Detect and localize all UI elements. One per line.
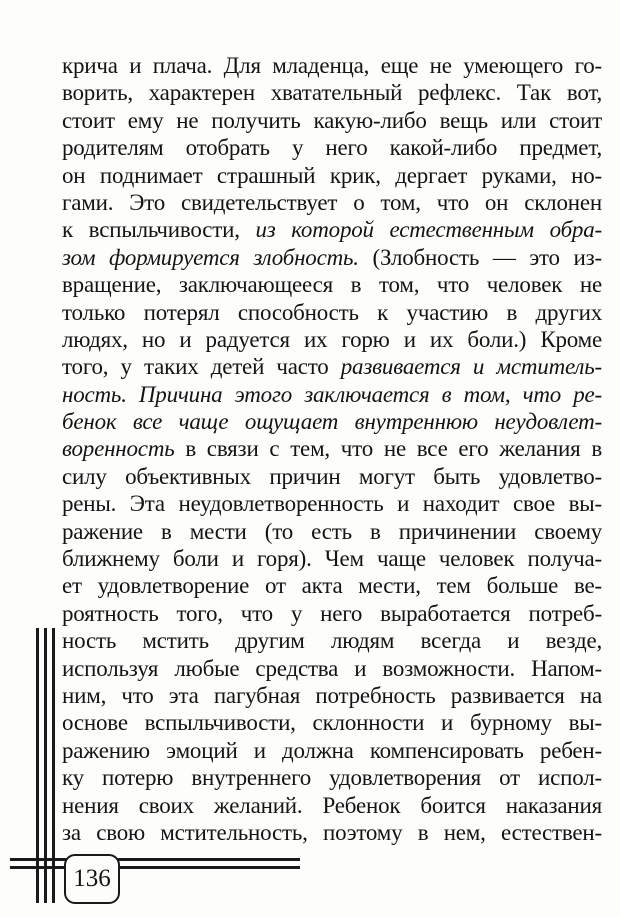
text-line — [62, 353, 602, 380]
text-line — [62, 162, 602, 189]
text-line — [62, 518, 602, 545]
text-segment: ность мстить другим людям всегда и везде, — [62, 628, 602, 654]
text-line — [62, 709, 602, 736]
body-text — [62, 52, 602, 846]
text-line — [62, 572, 602, 599]
text-segment: ку потерю внутреннего удовлетворения от испол- — [62, 765, 602, 791]
text-segment: используя любые средства и возможности. Напом- — [62, 655, 602, 681]
text-segment: крича и плача. Для младенца, еще не умеющего го- — [62, 53, 602, 78]
page-number: 136 — [73, 865, 111, 892]
text-segment: ность. Причина этого заключается в том, что ре- — [62, 381, 602, 407]
text-line — [62, 134, 602, 161]
text-segment: ражению эмоций и должна компенсировать ребен- — [62, 737, 602, 763]
text-line — [62, 326, 602, 353]
text-segment: (Злобность — это из- — [358, 244, 602, 270]
text-segment: людях, но и радуется их горю и их боли.) Кроме — [62, 326, 602, 352]
text-segment: ражение в мести (то есть в причинении своему — [62, 518, 602, 544]
text-line — [62, 381, 602, 408]
text-line — [62, 463, 602, 490]
text-segment: воренность — [62, 436, 175, 462]
text-segment: вращение, заключающееся в том, что человек не — [62, 272, 602, 298]
text-line — [62, 600, 602, 627]
text-segment: за свою мстительность, поэтому в нем, естествен- — [62, 819, 602, 845]
text-segment: ворить, характерен хватательный рефлекс. Так вот, — [62, 80, 602, 106]
text-line — [62, 545, 602, 572]
margin-rule — [36, 628, 39, 903]
text-segment: силу объективных причин могут быть удовлетво- — [62, 463, 602, 489]
text-line — [62, 737, 602, 764]
footer-rule — [10, 866, 300, 869]
text-line — [62, 655, 602, 682]
page-number-badge — [64, 854, 120, 904]
text-line — [62, 271, 602, 298]
text-line — [62, 819, 602, 846]
text-segment: только потерял способность к участию в других — [62, 299, 602, 325]
text-segment: ближнему боли и горя). Чем чаще человек получа- — [62, 546, 602, 572]
text-segment: рены. Эта неудовлетворенность и находит свое вы- — [62, 491, 602, 517]
margin-rule — [52, 628, 55, 903]
text-line — [62, 682, 602, 709]
text-line — [62, 490, 602, 517]
text-line — [62, 792, 602, 819]
text-segment: родителям отобрать у него какой-либо предмет, — [62, 135, 602, 161]
text-line — [62, 107, 602, 134]
text-segment: нения своих желаний. Ребенок боится наказания — [62, 792, 602, 818]
text-line — [62, 627, 602, 654]
text-segment: развивается и мститель- — [340, 354, 602, 380]
text-line — [62, 299, 602, 326]
text-line — [62, 189, 602, 216]
text-segment: к вспыльчивости, — [62, 217, 256, 243]
text-segment: в связи с тем, что не все его желания в — [174, 436, 602, 462]
text-segment: из которой естественным обра- — [255, 217, 602, 243]
text-segment: гами. Это свидетельствует о том, что он склонен — [62, 189, 602, 215]
text-segment: бенок все чаще ощущает внутреннюю неудовлет- — [62, 409, 602, 435]
text-segment: стоит ему не получить какую-либо вещь или стоит — [62, 107, 602, 133]
text-line — [62, 435, 602, 462]
text-line — [62, 79, 602, 106]
text-line — [62, 408, 602, 435]
margin-rule — [44, 628, 47, 903]
text-segment: того, у таких детей часто — [62, 354, 341, 380]
text-line — [62, 764, 602, 791]
text-segment: он поднимает страшный крик, дергает руками, но- — [62, 162, 602, 188]
text-segment: роятность того, что у него выработается потреб- — [62, 600, 602, 626]
text-segment: ет удовлетворение от акта мести, тем больше ве- — [62, 573, 602, 599]
text-segment: основе вспыльчивости, склонности и бурному вы- — [62, 710, 602, 736]
text-line — [62, 216, 602, 243]
footer-rule — [10, 858, 300, 861]
text-line — [62, 52, 602, 79]
text-line — [62, 244, 602, 271]
text-segment: ним, что эта пагубная потребность развивается на — [62, 682, 602, 708]
text-segment: зом формируется злобность. — [62, 244, 359, 270]
